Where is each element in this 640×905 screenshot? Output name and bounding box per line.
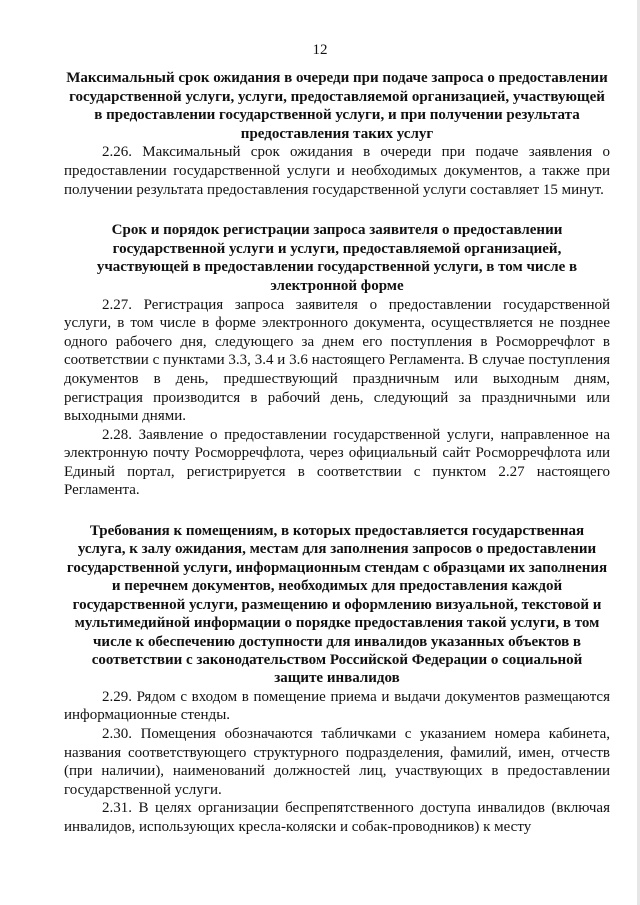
paragraph-2-28: 2.28. Заявление о предоставлении государственной услуги, направленное на электронную почту Росморречфлота, через официальный сайт Росморречфлота или Единый портал, регистрируется в соответствии с пунктом 2.27 настоящего Регламента.	[64, 426, 610, 499]
paragraph-2-29: 2.29. Рядом с входом в помещение приема и выдачи документов размещаются информационные стенды.	[64, 688, 610, 724]
paragraph-2-26: 2.26. Максимальный срок ожидания в очереди при подаче заявления о предоставлении государственной услуги и необходимых документов, а также при получении результата предоставления государственной услуги составляет 15 минут.	[64, 144, 610, 198]
section-heading: Требования к помещениям, в которых предоставляется государственная услуга, к залу ожидания, местам для заполнения запросов о предоставлении государственной услуги, информационным стендам с образцами их заполнения и перечнем документов, необходимых для предоставления каждой государственной услуги, размещению и оформлению визуальной, текстовой и мультимедийной информации о порядке предоставления такой услуги, в том числе к обеспечению доступности для инвалидов указанных объектов в соответствии с законодательством Российской Федерации о социальной защите инвалидов	[66, 523, 608, 687]
document-body	[64, 69, 610, 836]
section-heading: Срок и порядок регистрации запроса заявителя о предоставлении государственной услуги и услуги, предоставляемой организацией, участвующей в предоставлении государственной услуги, в том числе в электронной форме	[96, 222, 578, 294]
paragraph-2-30: 2.30. Помещения обозначаются табличками с указанием номера кабинета, названия соответствующего структурного подразделения, фамилий, имен, отчеств (при наличии), наименований должностей лиц, участвующих в предоставлении государственной услуги.	[64, 725, 610, 798]
paragraph-2-27: 2.27. Регистрация запроса заявителя о предоставлении государственной услуги, в том числе в форме электронного документа, осуществляется не позднее одного рабочего дня, следующего за днем его поступления в Росморречфлот в соответствии с пунктами 3.3, 3.4 и 3.6 настоящего Регламента. В случае поступления документов в день, предшествующий праздничным или выходным дням, регистрация производится в рабочий день, следующий за праздничными или выходными днями.	[64, 296, 610, 425]
section-heading: Максимальный срок ожидания в очереди при подаче запроса о предоставлении государственной услуги, услуги, предоставляемой организацией, участвующей в предоставлении государственной услуги, и при получении результата предоставления таких услуг	[66, 70, 608, 142]
section-registration	[64, 221, 610, 500]
section-premises-requirements	[64, 522, 610, 836]
section-waiting-time	[64, 69, 610, 199]
page-number: 12	[312, 42, 328, 58]
paragraph-2-31: 2.31. В целях организации беспрепятственного доступа инвалидов (включая инвалидов, использующих кресла-коляски и собак-проводников) к месту	[64, 800, 610, 835]
